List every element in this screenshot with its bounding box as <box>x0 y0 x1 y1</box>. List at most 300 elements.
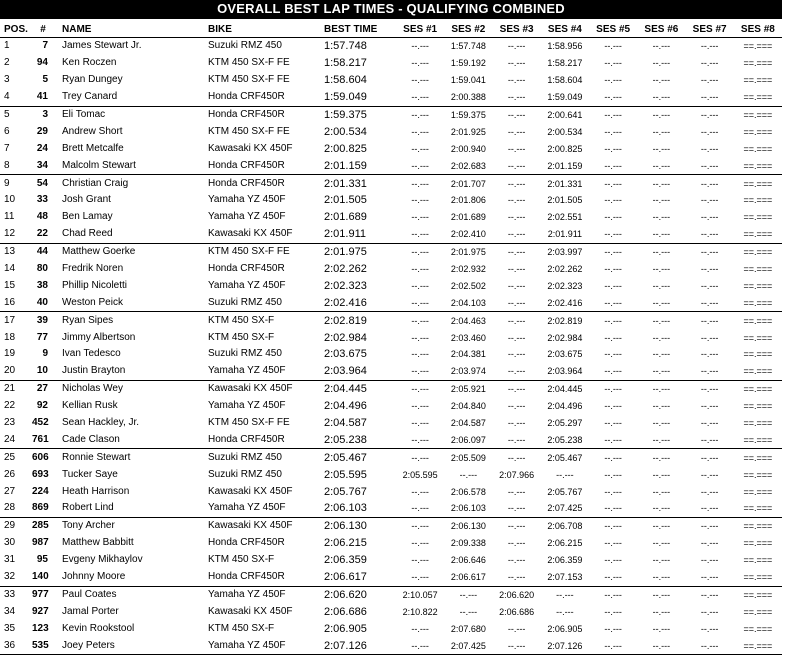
cell-best-time: 2:06.686 <box>324 605 367 618</box>
cell-ses5: --.--- <box>604 606 622 617</box>
cell-ses1: --.--- <box>411 143 429 154</box>
cell-name: Nicholas Wey <box>62 383 123 395</box>
cell-name: Malcolm Stewart <box>54 157 204 174</box>
cell-ses7: --.--- <box>686 500 734 517</box>
cell-ses3: --.--- <box>507 75 526 86</box>
cell-ses8: ==.=== <box>743 126 773 137</box>
cell-best-time: 1:58.604 <box>324 74 367 87</box>
cell-ses2: 1:59.192 <box>450 58 486 69</box>
cell-ses3: --.--- <box>507 486 526 497</box>
cell-ses7: --.--- <box>700 384 719 395</box>
cell-ses6: --.--- <box>652 623 671 634</box>
cell-ses1: --.--- <box>411 384 429 395</box>
cell-pos: 20 <box>0 363 32 380</box>
column-header-ses6: SES #6 <box>637 22 685 38</box>
title-divider <box>0 18 782 19</box>
cell-best-time: 2:02.984 <box>324 331 367 344</box>
cell-bike: KTM 450 SX-F FE <box>208 125 290 137</box>
cell-ses3: --.--- <box>507 452 526 463</box>
cell-ses8: ==.=== <box>743 264 773 275</box>
cell-ses6: --.--- <box>652 521 671 532</box>
cell-ses3: --.--- <box>493 89 541 106</box>
cell-ses8: ==.=== <box>743 486 773 497</box>
cell-ses8: ==.=== <box>743 75 773 86</box>
cell-ses2: 2:06.578 <box>450 486 486 497</box>
cell-number: 48 <box>36 211 48 223</box>
cell-ses2: 2:01.707 <box>450 178 486 189</box>
cell-best-time: 2:01.159 <box>320 157 396 174</box>
table-row <box>0 552 782 569</box>
cell-number: 224 <box>32 485 49 497</box>
cell-ses3: 2:06.686 <box>499 606 535 617</box>
cell-ses7: --.--- <box>700 264 719 275</box>
cell-ses8: ==.=== <box>743 315 773 326</box>
cell-ses5: --.--- <box>589 363 637 380</box>
cell-ses3: --.--- <box>507 418 526 429</box>
cell-ses5: --.--- <box>604 384 622 395</box>
cell-best-time: 2:07.126 <box>320 637 396 654</box>
cell-number: 34 <box>32 157 54 174</box>
table-row <box>0 466 782 483</box>
cell-ses8: ==.=== <box>743 452 773 463</box>
table-row <box>0 89 782 106</box>
cell-ses4: 2:01.505 <box>547 195 583 206</box>
cell-pos: 22 <box>4 400 16 412</box>
cell-number: 140 <box>32 569 54 586</box>
cell-ses3: --.--- <box>493 637 541 654</box>
cell-ses4: 2:02.416 <box>541 294 589 311</box>
cell-bike: Suzuki RMZ 450 <box>204 294 320 311</box>
cell-ses2: 2:06.646 <box>450 555 486 566</box>
table-row <box>0 483 782 500</box>
cell-name: Trey Canard <box>54 89 204 106</box>
cell-bike: Yamaha YZ 450F <box>204 363 320 380</box>
cell-name: Phillip Nicoletti <box>62 279 128 291</box>
cell-ses3: --.--- <box>507 521 526 532</box>
cell-ses8: ==.=== <box>743 555 773 566</box>
cell-ses5: --.--- <box>604 315 622 326</box>
cell-ses8: ==.=== <box>743 143 773 154</box>
cell-ses1: --.--- <box>411 315 429 326</box>
cell-ses1: --.--- <box>411 418 429 429</box>
cell-bike: KTM 450 SX-F <box>208 314 275 326</box>
cell-number: 27 <box>36 383 48 395</box>
cell-ses3: --.--- <box>493 226 541 243</box>
cell-ses7: --.--- <box>686 569 734 586</box>
cell-ses8: ==.=== <box>743 247 773 258</box>
cell-ses4: 2:02.984 <box>547 332 583 343</box>
cell-ses7: --.--- <box>700 486 719 497</box>
cell-ses5: --.--- <box>604 247 622 258</box>
cell-best-time: 2:04.496 <box>324 400 367 413</box>
cell-ses1: --.--- <box>396 89 444 106</box>
cell-pos: 3 <box>4 74 10 86</box>
cell-ses1: --.--- <box>411 247 429 258</box>
cell-bike: Kawasaki KX 450F <box>208 383 293 395</box>
cell-ses1: --.--- <box>411 332 429 343</box>
table-row <box>0 398 782 415</box>
cell-number: 977 <box>32 588 49 600</box>
cell-ses1: --.--- <box>396 226 444 243</box>
cell-ses7: --.--- <box>700 178 719 189</box>
cell-ses7: --.--- <box>700 606 719 617</box>
cell-bike: Honda CRF450R <box>208 177 285 189</box>
cell-ses2: 1:59.041 <box>450 75 486 86</box>
cell-name: Ben Lamay <box>62 211 113 223</box>
table-row <box>0 329 782 346</box>
cell-ses4: 2:05.767 <box>547 486 583 497</box>
cell-best-time: 2:00.534 <box>324 125 367 138</box>
cell-ses8: ==.=== <box>743 332 773 343</box>
cell-ses7: --.--- <box>700 126 719 137</box>
cell-bike: Honda CRF450R <box>204 431 320 448</box>
cell-ses4: 2:07.126 <box>541 637 589 654</box>
cell-name: Ryan Dungey <box>62 74 123 86</box>
cell-name: Eli Tomac <box>62 109 106 120</box>
cell-ses3: --.--- <box>507 623 526 634</box>
cell-ses1: --.--- <box>396 157 444 174</box>
cell-ses4: 2:01.911 <box>541 226 589 243</box>
cell-ses2: 2:01.806 <box>450 195 486 206</box>
cell-name: Tony Archer <box>62 520 115 532</box>
cell-ses6: --.--- <box>652 469 671 480</box>
cell-ses3: --.--- <box>507 212 526 223</box>
cell-pos: 31 <box>4 554 16 566</box>
cell-ses3: --.--- <box>507 349 526 360</box>
cell-pos: 28 <box>0 500 32 517</box>
column-header-ses5: SES #5 <box>589 22 637 38</box>
cell-pos: 23 <box>4 417 16 429</box>
cell-ses8: ==.=== <box>734 569 782 586</box>
cell-bike: KTM 450 SX-F FE <box>208 57 290 69</box>
table-row <box>0 106 782 123</box>
cell-ses1: --.--- <box>411 58 429 69</box>
table-row <box>0 346 782 363</box>
table-row <box>0 123 782 140</box>
cell-ses3: --.--- <box>493 363 541 380</box>
cell-number: 10 <box>32 363 54 380</box>
cell-ses2: 2:05.921 <box>450 384 486 395</box>
cell-best-time: 2:06.620 <box>324 588 367 601</box>
cell-best-time: 2:01.911 <box>320 226 396 243</box>
cell-number: 927 <box>32 605 49 617</box>
cell-bike: Honda CRF450R <box>204 157 320 174</box>
cell-best-time: 2:01.689 <box>324 211 367 224</box>
cell-ses2: --.--- <box>459 589 478 600</box>
cell-pos: 14 <box>4 263 16 275</box>
cell-pos: 2 <box>4 57 10 69</box>
cell-ses4: 2:03.997 <box>547 247 583 258</box>
cell-ses7: --.--- <box>700 555 719 566</box>
cell-ses6: --.--- <box>652 606 671 617</box>
cell-name: Paul Coates <box>62 588 117 600</box>
cell-ses7: --.--- <box>700 349 719 360</box>
cell-best-time: 1:57.748 <box>324 40 367 53</box>
cell-ses4: 2:00.825 <box>547 143 583 154</box>
cell-number: 693 <box>32 468 49 480</box>
table-row <box>0 637 782 654</box>
cell-pos: 16 <box>0 294 32 311</box>
cell-ses1: --.--- <box>411 486 429 497</box>
cell-name: Ken Roczen <box>62 57 117 69</box>
cell-ses6: --.--- <box>652 332 671 343</box>
cell-ses5: --.--- <box>604 469 622 480</box>
table-row <box>0 261 782 278</box>
cell-number: 77 <box>36 331 48 343</box>
cell-ses6: --.--- <box>652 538 671 549</box>
cell-ses8: ==.=== <box>743 469 773 480</box>
cell-name: Jimmy Albertson <box>62 331 136 343</box>
cell-number: 606 <box>32 451 49 463</box>
cell-bike: Yamaha YZ 450F <box>208 211 286 223</box>
cell-pos: 18 <box>4 331 16 343</box>
cell-name: Heath Harrison <box>62 485 130 497</box>
cell-pos: 7 <box>4 142 10 154</box>
cell-ses2: 2:04.587 <box>450 418 486 429</box>
cell-name: Ronnie Stewart <box>62 451 131 463</box>
cell-bike: Suzuki RMZ 450 <box>208 40 282 52</box>
column-header-number: # <box>32 22 54 38</box>
cell-name: Matthew Goerke <box>62 246 136 258</box>
column-header-ses4: SES #4 <box>541 22 589 38</box>
cell-ses2: 2:02.683 <box>444 157 492 174</box>
cell-ses3: --.--- <box>507 555 526 566</box>
cell-ses3: --.--- <box>507 384 526 395</box>
cell-name: Cade Clason <box>54 431 204 448</box>
table-row <box>0 431 782 448</box>
table-row <box>0 380 782 397</box>
table-row <box>0 226 782 243</box>
cell-best-time: 2:05.467 <box>324 451 367 464</box>
cell-ses5: --.--- <box>604 212 622 223</box>
cell-ses7: --.--- <box>700 280 719 291</box>
cell-bike: Kawasaki KX 450F <box>204 226 320 243</box>
cell-best-time: 2:06.103 <box>320 500 396 517</box>
table-row <box>0 449 782 466</box>
cell-ses6: --.--- <box>637 431 685 448</box>
cell-name: Kevin Rookstool <box>62 622 135 634</box>
cell-pos: 12 <box>0 226 32 243</box>
cell-best-time: 2:02.262 <box>324 263 367 276</box>
cell-bike: Honda CRF450R <box>208 263 285 275</box>
cell-ses6: --.--- <box>652 41 671 52</box>
cell-ses1: 2:05.595 <box>402 469 438 480</box>
table-row <box>0 277 782 294</box>
cell-ses5: --.--- <box>604 555 622 566</box>
cell-ses2: 2:04.463 <box>450 315 486 326</box>
cell-pos: 1 <box>4 40 10 52</box>
cell-ses1: --.--- <box>411 538 429 549</box>
cell-ses2: 2:07.425 <box>444 637 492 654</box>
cell-ses2: --.--- <box>459 606 478 617</box>
cell-ses8: ==.=== <box>743 212 773 223</box>
cell-ses4: 2:00.641 <box>547 110 583 120</box>
cell-best-time: 2:01.331 <box>324 177 367 190</box>
cell-best-time: 2:06.905 <box>324 622 367 635</box>
cell-ses6: --.--- <box>652 589 671 600</box>
cell-number: 3 <box>42 109 48 120</box>
cell-number: 40 <box>32 294 54 311</box>
cell-name: Matthew Babbitt <box>62 537 134 549</box>
cell-ses5: --.--- <box>604 195 622 206</box>
cell-name: Justin Brayton <box>54 363 204 380</box>
cell-ses2: 2:07.680 <box>450 623 486 634</box>
cell-ses7: --.--- <box>700 623 719 634</box>
table-row <box>0 620 782 637</box>
cell-number: 535 <box>32 637 54 654</box>
table-row <box>0 243 782 260</box>
cell-ses5: --.--- <box>604 280 622 291</box>
cell-ses1: --.--- <box>396 637 444 654</box>
cell-ses7: --.--- <box>700 469 719 480</box>
cell-ses5: --.--- <box>604 452 622 463</box>
cell-name: Joey Peters <box>54 637 204 654</box>
cell-best-time: 2:06.215 <box>324 537 367 550</box>
cell-best-time: 2:02.819 <box>324 314 367 327</box>
cell-ses6: --.--- <box>652 315 671 326</box>
cell-pos: 25 <box>4 451 16 463</box>
cell-ses8: ==.=== <box>743 589 773 600</box>
cell-ses4: 2:02.323 <box>547 280 583 291</box>
cell-ses6: --.--- <box>652 555 671 566</box>
cell-pos: 11 <box>4 211 15 223</box>
cell-bike: Yamaha YZ 450F <box>204 500 320 517</box>
cell-ses6: --.--- <box>637 569 685 586</box>
cell-ses5: --.--- <box>604 126 622 137</box>
cell-pos: 29 <box>4 520 16 532</box>
cell-ses2: 2:05.509 <box>450 452 486 463</box>
cell-pos: 26 <box>4 468 16 480</box>
cell-ses6: --.--- <box>637 637 685 654</box>
cell-ses5: --.--- <box>604 58 622 69</box>
table-row <box>0 517 782 534</box>
cell-ses7: --.--- <box>700 332 719 343</box>
cell-best-time: 2:04.445 <box>324 383 367 396</box>
cell-ses4: 2:06.359 <box>547 555 583 566</box>
cell-name: Ryan Sipes <box>62 314 114 326</box>
cell-name: Kellian Rusk <box>62 400 118 412</box>
cell-ses8: ==.=== <box>734 89 782 106</box>
cell-ses1: --.--- <box>411 41 429 52</box>
cell-ses2: 2:01.689 <box>450 212 486 223</box>
cell-number: 761 <box>32 431 54 448</box>
cell-number: 44 <box>36 246 48 258</box>
cell-name: Jamal Porter <box>62 605 119 617</box>
table-row <box>0 569 782 586</box>
cell-ses2: 2:06.617 <box>444 569 492 586</box>
cell-ses2: 2:01.925 <box>450 126 486 137</box>
cell-ses3: --.--- <box>493 294 541 311</box>
cell-ses2: 1:57.748 <box>450 41 486 52</box>
table-row <box>0 55 782 72</box>
cell-ses6: --.--- <box>652 110 671 120</box>
cell-name: Robert Lind <box>54 500 204 517</box>
cell-ses4: 2:04.445 <box>547 384 583 395</box>
cell-number: 285 <box>32 520 49 532</box>
column-header-ses2: SES #2 <box>444 22 492 38</box>
cell-ses4: 2:05.238 <box>541 431 589 448</box>
cell-ses4: 2:00.534 <box>547 126 583 137</box>
cell-ses4: 2:04.496 <box>547 401 583 412</box>
cell-ses8: ==.=== <box>734 500 782 517</box>
cell-number: 22 <box>32 226 54 243</box>
cell-ses7: --.--- <box>700 75 719 86</box>
cell-ses3: --.--- <box>507 332 526 343</box>
cell-name: Evgeny Mikhaylov <box>62 554 143 566</box>
cell-bike: Honda CRF450R <box>204 89 320 106</box>
cell-ses6: --.--- <box>637 294 685 311</box>
cell-ses6: --.--- <box>652 126 671 137</box>
cell-ses1: --.--- <box>411 75 429 86</box>
cell-ses1: --.--- <box>411 126 429 137</box>
cell-best-time: 1:59.049 <box>320 89 396 106</box>
cell-ses5: --.--- <box>604 143 622 154</box>
cell-pos: 34 <box>4 605 16 617</box>
cell-ses3: --.--- <box>507 110 526 120</box>
cell-ses3: --.--- <box>493 569 541 586</box>
cell-ses5: --.--- <box>604 349 622 360</box>
cell-ses6: --.--- <box>637 500 685 517</box>
lap-times-table <box>0 22 782 655</box>
cell-name: Josh Grant <box>62 194 111 206</box>
table-row <box>0 192 782 209</box>
cell-ses4: --.--- <box>556 469 574 480</box>
cell-ses5: --.--- <box>604 418 622 429</box>
cell-ses2: 2:04.103 <box>444 294 492 311</box>
cell-ses7: --.--- <box>700 401 719 412</box>
column-header-name: NAME <box>54 22 204 38</box>
cell-number: 987 <box>32 537 49 549</box>
cell-ses8: ==.=== <box>734 431 782 448</box>
cell-name: Weston Peick <box>54 294 204 311</box>
cell-ses1: --.--- <box>396 431 444 448</box>
cell-ses6: --.--- <box>652 143 671 154</box>
cell-number: 80 <box>36 263 48 275</box>
cell-ses3: --.--- <box>507 538 526 549</box>
cell-pos: 33 <box>4 588 16 600</box>
cell-best-time: 2:06.617 <box>320 569 396 586</box>
cell-pos: 36 <box>0 637 32 654</box>
cell-bike: Kawasaki KX 450F <box>208 142 293 154</box>
cell-bike: Yamaha YZ 450F <box>208 194 286 206</box>
cell-name: Sean Hackley, Jr. <box>62 417 140 429</box>
cell-ses5: --.--- <box>604 521 622 532</box>
cell-pos: 24 <box>0 431 32 448</box>
cell-ses2: 2:04.840 <box>450 401 486 412</box>
cell-bike: Kawasaki KX 450F <box>208 485 293 497</box>
cell-ses5: --.--- <box>589 431 637 448</box>
cell-number: 38 <box>36 279 48 291</box>
cell-ses6: --.--- <box>652 264 671 275</box>
table-row <box>0 38 782 55</box>
cell-ses5: --.--- <box>604 264 622 275</box>
cell-ses8: ==.=== <box>743 538 773 549</box>
cell-ses7: --.--- <box>686 363 734 380</box>
cell-ses8: ==.=== <box>734 294 782 311</box>
cell-ses3: --.--- <box>507 401 526 412</box>
cell-ses1: --.--- <box>396 294 444 311</box>
cell-ses4: --.--- <box>556 589 574 600</box>
cell-ses1: --.--- <box>411 280 429 291</box>
cell-ses2: 1:59.375 <box>450 110 486 120</box>
cell-ses4: 1:58.217 <box>547 58 583 69</box>
table-row <box>0 535 782 552</box>
cell-ses7: --.--- <box>700 212 719 223</box>
cell-ses7: --.--- <box>700 247 719 258</box>
cell-ses6: --.--- <box>652 212 671 223</box>
cell-ses7: --.--- <box>700 58 719 69</box>
cell-ses6: --.--- <box>652 452 671 463</box>
